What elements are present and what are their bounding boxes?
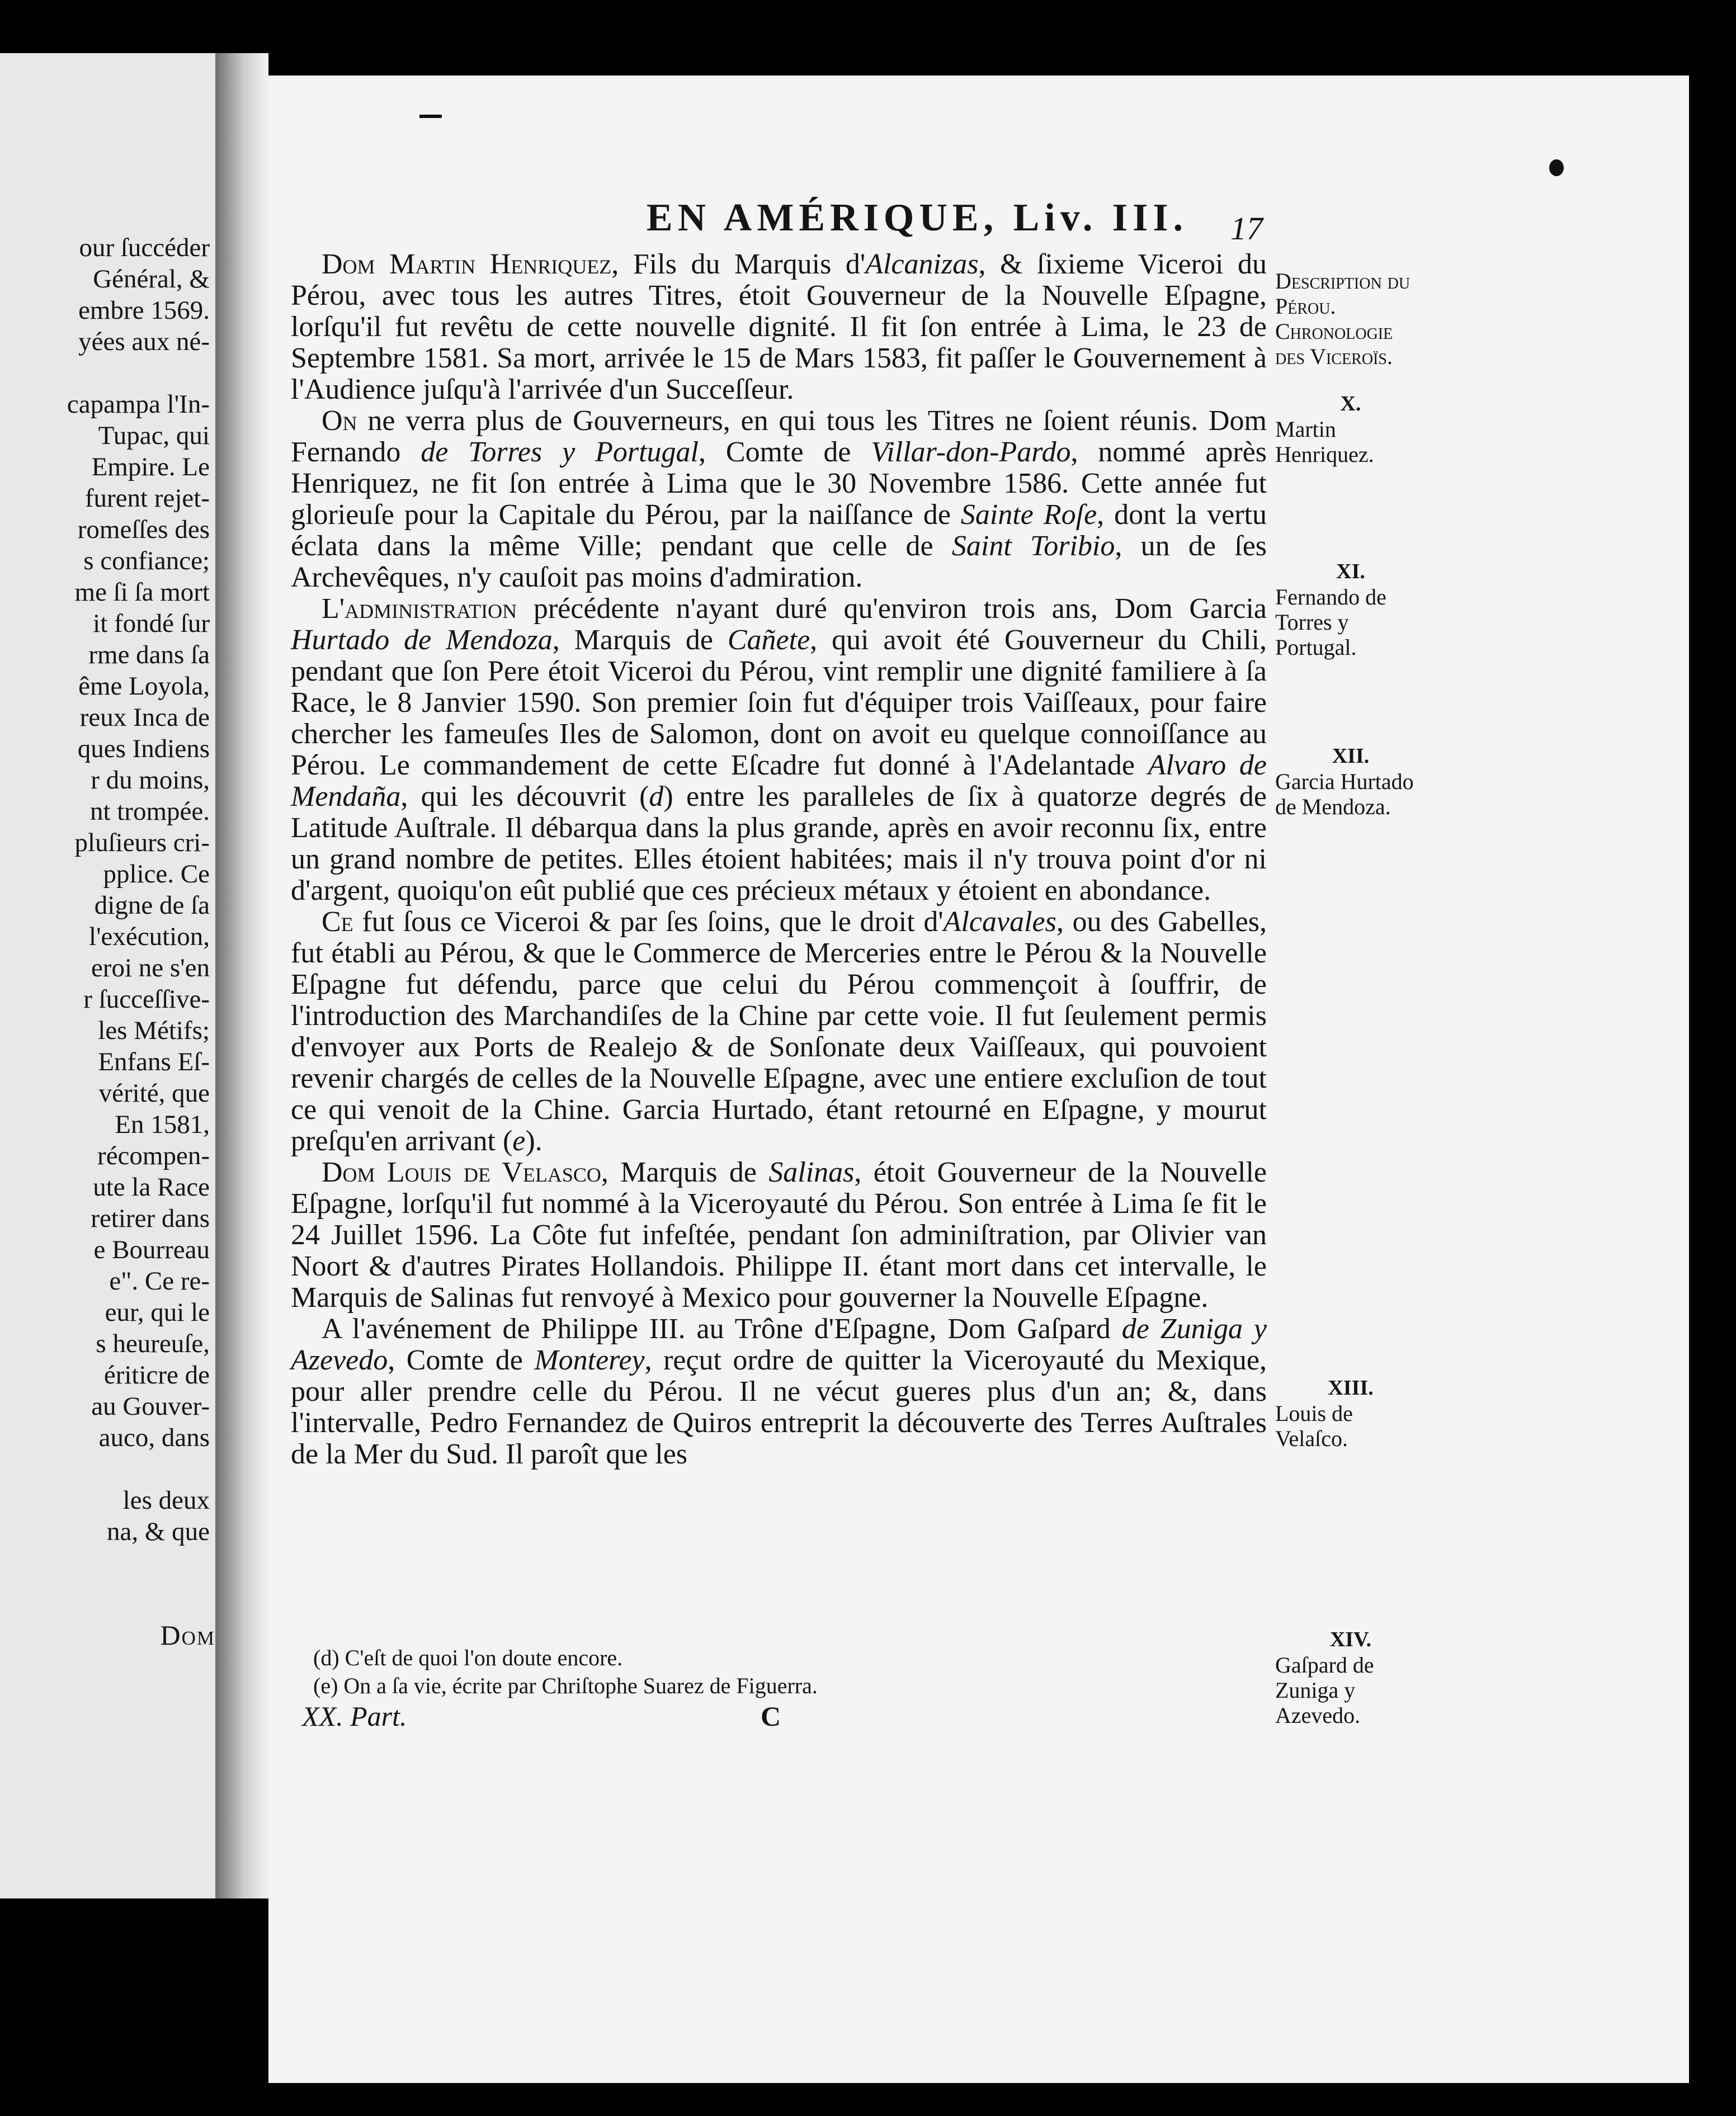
text-run: , ou des Gabelles, fut établi au Pérou, & que le Commerce de Merceries entre le Pérou & la Nouvelle Eſpagne fut défendu, parce que celui du Pérou commençoit à ſouffrir, de l'introduction des Marchandiſes de la Chine par cette voie. Il fut ſeulement permis d'envoyer aux Ports de Realejo & de Sonſonate deux Vaiſſeaux, qui pouvoient revenir chargés de celles de la Nouvelle Eſpagne, avec une entiere excluſion de tout ce qui venoit de la Chine. Garcia Hurtado, étant retourné en Eſpagne, y mourut preſqu'en arrivant ( bbox=[291, 906, 1267, 1157]
body-text bbox=[291, 249, 1267, 1470]
facing-line: auco, dans bbox=[98, 1423, 210, 1452]
margin-note-text: Gaſpard de Zuniga y Azevedo. bbox=[1275, 1652, 1374, 1728]
paragraph bbox=[291, 249, 1267, 405]
signature-part: XX. Part. bbox=[302, 1701, 407, 1732]
footnotes bbox=[313, 1644, 1264, 1700]
signature-letter: C bbox=[761, 1701, 781, 1732]
facing-line: embre 1569. bbox=[78, 296, 210, 325]
facing-line: les deux bbox=[122, 1486, 210, 1515]
facing-line: nt trompée. bbox=[89, 797, 210, 826]
margin-note bbox=[1275, 391, 1426, 467]
facing-line: Enfans Eſ- bbox=[98, 1047, 210, 1076]
facing-line: vérité, que bbox=[98, 1079, 210, 1108]
facing-line: pluſieurs cri- bbox=[74, 828, 210, 857]
facing-line: ute la Race bbox=[93, 1173, 210, 1202]
facing-line: ême Loyola, bbox=[78, 672, 210, 701]
facing-line bbox=[67, 357, 210, 389]
facing-line: au Gouver- bbox=[91, 1392, 210, 1421]
facing-line: it fondé ſur bbox=[93, 609, 210, 638]
margin-note bbox=[1275, 1627, 1426, 1728]
facing-line: Général, & bbox=[93, 264, 210, 294]
facing-page bbox=[0, 53, 215, 1898]
text-run: ne verra plus de Gouverneurs, en qui tous les Titres ne ſoient réunis. Dom Fernando bbox=[291, 405, 1267, 468]
margin-note-number: XIII. bbox=[1328, 1376, 1374, 1400]
facing-line: our ſuccéder bbox=[79, 233, 210, 262]
text-run: e bbox=[512, 1125, 526, 1157]
facing-line: ques Indiens bbox=[77, 734, 210, 763]
text-run: , & ſixieme Viceroi du Pérou, avec tous les autres Titres, étoit Gouverneur de la Nouvelle Eſpagne, lorſqu'il fut revêtu de cette nouvelle dignité. Il fit ſon entrée à Lima, le 23 de Septembre 1581. Sa mort, arrivée le 15 de Mars 1583, fit paſſer le Gouvernement à l'Audience juſqu'à l'arrivée d'un Succeſſeur. bbox=[291, 248, 1267, 405]
text-run: Ce bbox=[322, 906, 353, 938]
text-run: , Comte de bbox=[388, 1344, 535, 1376]
facing-line: récompen- bbox=[97, 1141, 210, 1170]
text-run: , Fils du Marquis d' bbox=[611, 248, 866, 280]
footnote-d: (d) C'eſt de quoi l'on doute encore. bbox=[313, 1645, 623, 1670]
text-run: Salinas bbox=[768, 1156, 855, 1188]
margin-note-text: Martin Henriquez. bbox=[1275, 417, 1374, 467]
paragraph bbox=[291, 1314, 1267, 1470]
text-run: Alcavales bbox=[943, 906, 1056, 938]
text-run: Villar-don-Pardo bbox=[871, 436, 1071, 468]
running-head: EN AMÉRIQUE, Liv. III. bbox=[646, 196, 1188, 239]
text-run: Saint Toribio bbox=[951, 530, 1115, 562]
margin-note bbox=[1275, 268, 1426, 369]
facing-line: capampa l'In- bbox=[67, 390, 210, 419]
text-run: , qui les découvrit ( bbox=[400, 781, 649, 813]
text-run: A l'avénement de Philippe III. au Trône d'Eſpagne, Dom Gaſpard bbox=[322, 1313, 1122, 1345]
facing-page-catchword: Dom bbox=[160, 1619, 215, 1651]
text-run: Cañete bbox=[727, 624, 810, 656]
margin-note-text: Description du Pérou. Chronologie des Viceroïs. bbox=[1275, 268, 1410, 369]
ink-spot bbox=[1549, 159, 1564, 176]
paragraph bbox=[291, 593, 1267, 906]
margin-note-number: XII. bbox=[1332, 744, 1370, 768]
text-run: , qui avoit été Gouverneur du Chili, pendant que ſon Pere étoit Viceroi du Pérou, vint remplir une dignité familiere à ſa Race, le 8 Janvier 1590. Son premier ſoin fut d'équiper trois Vaiſſeaux, pour faire chercher les fameuſes Iles de Salomon, dont on avoit eu quelque connoiſſance au Pérou. Le commandement de cette Eſcadre fut donné à l'Adelantade bbox=[291, 624, 1267, 781]
text-run: de Zuniga y Azevedo bbox=[291, 1313, 1267, 1376]
facing-line: En 1581, bbox=[115, 1110, 210, 1139]
text-run: ) entre les paralleles de ſix à quatorze degrés de Latitude Auſtrale. Il débarqua dans la plus grande, après en avoir reconnu ſix, entre un grand nombre de petites. Elles étoient habitées; mais il n'y trouva point d'or ni d'argent, quoiqu'on eût publié que ces précieux métaux y étoient en abondance. bbox=[291, 781, 1267, 906]
book-gutter bbox=[215, 53, 268, 1898]
signature-line bbox=[302, 1700, 1264, 1739]
margin-note-number: XIV. bbox=[1329, 1628, 1372, 1651]
facing-line: l'exécution, bbox=[89, 922, 210, 951]
paragraph bbox=[291, 405, 1267, 593]
text-run: On bbox=[322, 405, 357, 437]
facing-line: yées aux né- bbox=[78, 327, 210, 356]
main-page bbox=[268, 75, 1689, 2083]
text-run: Dom Louis de Velasco bbox=[322, 1156, 601, 1188]
facing-line: Empire. Le bbox=[91, 452, 210, 481]
facing-line: Tupac, qui bbox=[98, 421, 210, 450]
text-run: Monterey bbox=[534, 1344, 645, 1376]
facing-line: e". Ce re- bbox=[109, 1267, 210, 1296]
text-run: Dom Martin Henriquez bbox=[322, 248, 612, 280]
facing-line: me ſi ſa mort bbox=[74, 578, 210, 607]
text-run: Hurtado de Mendoza bbox=[291, 624, 553, 656]
text-run: de Torres y Portugal bbox=[421, 436, 699, 468]
paragraph bbox=[291, 906, 1267, 1157]
text-run: d bbox=[649, 781, 664, 813]
facing-line: les Métifs; bbox=[98, 1016, 210, 1045]
paragraph bbox=[291, 1157, 1267, 1314]
margin-note bbox=[1275, 744, 1426, 819]
facing-line: e Bourreau bbox=[93, 1235, 210, 1264]
facing-line: eroi ne s'en bbox=[91, 953, 210, 983]
text-run: , Marquis de bbox=[601, 1156, 769, 1188]
text-run: , dont la vertu éclata dans la même Ville; pendant que celle de bbox=[291, 499, 1267, 562]
text-run: , Marquis de bbox=[552, 624, 728, 656]
page-number: 17 bbox=[1230, 210, 1263, 247]
facing-line: s confiance; bbox=[83, 546, 210, 575]
text-run: , un de ſes Archevêques, n'y cauſoit pas moins d'admiration. bbox=[291, 530, 1267, 593]
facing-line: romeſſes des bbox=[77, 515, 210, 544]
margin-note-number: X. bbox=[1340, 392, 1361, 415]
ink-mark bbox=[419, 115, 442, 118]
text-run: , nommé après Henriquez, ne fit ſon entrée à Lima que le 30 Novembre 1586. Cette année fut glorieuſe pour la Capitale du Pérou, par la naiſſance de bbox=[291, 436, 1267, 531]
text-run: , reçut ordre de quitter la Viceroyauté du Mexique, pour aller prendre celle du Pérou. Il ne vécut gueres plus d'un an; &, dans l'intervalle, Pedro Fernandez de Quiros entreprit la découverte des Terres Auſtrales de la Mer du Sud. Il paroît que les bbox=[291, 1344, 1267, 1470]
text-run: précédente n'ayant duré qu'environ trois ans, Dom Garcia bbox=[517, 593, 1267, 625]
facing-line: eur, qui le bbox=[105, 1298, 210, 1327]
facing-line: reux Inca de bbox=[79, 703, 210, 732]
facing-line: s heureuſe, bbox=[96, 1329, 210, 1358]
text-run: L'administration bbox=[322, 593, 517, 625]
text-run: Sainte Roſe bbox=[960, 499, 1097, 531]
text-run: Alvaro de Mendaña bbox=[291, 749, 1267, 813]
facing-line: digne de ſa bbox=[94, 891, 210, 920]
margin-note bbox=[1275, 1376, 1426, 1451]
text-run: fut ſous ce Viceroi & par ſes ſoins, que le droit d' bbox=[353, 906, 944, 938]
facing-line: furent rejet- bbox=[84, 484, 210, 513]
facing-line: r ſucceſſive- bbox=[83, 985, 210, 1014]
text-run: , étoit Gouverneur de la Nouvelle Eſpagne, lorſqu'il fut nommé à la Viceroyauté du Pérou. Son entrée à Lima ſe fit le 24 Juillet 1596. La Côte fut infeſtée, pendant ſon adminiſtration, par Olivier van Noort & d'autres Pirates Hollandois. Philippe II. étant mort dans cet intervalle, le Marquis de Salinas fut renvoyé à Mexico pour gouverner la Nouvelle Eſpagne. bbox=[291, 1156, 1267, 1314]
margin-note-text: Fernando de Torres y Portugal. bbox=[1275, 584, 1386, 660]
facing-page-text bbox=[67, 232, 210, 1547]
facing-line: ériticre de bbox=[103, 1361, 210, 1390]
text-run: Alcanizas bbox=[865, 248, 979, 280]
footnote-e: (e) On a ſa vie, écrite par Chriſtophe Suarez de Figuerra. bbox=[313, 1673, 818, 1698]
margin-note-text: Garcia Hurtado de Mendoza. bbox=[1275, 769, 1414, 819]
facing-line: retirer dans bbox=[91, 1204, 210, 1233]
facing-line bbox=[67, 1453, 210, 1485]
margin-note-number: XI. bbox=[1336, 560, 1365, 583]
facing-line: pplice. Ce bbox=[103, 859, 210, 889]
facing-line: rme dans ſa bbox=[88, 640, 210, 669]
facing-line: r du moins, bbox=[91, 766, 210, 795]
text-run: ). bbox=[525, 1125, 542, 1157]
margin-note bbox=[1275, 559, 1426, 660]
text-run: , Comte de bbox=[699, 436, 871, 468]
margin-note-text: Louis de Velaſco. bbox=[1275, 1401, 1353, 1451]
facing-line: na, & que bbox=[106, 1517, 210, 1546]
